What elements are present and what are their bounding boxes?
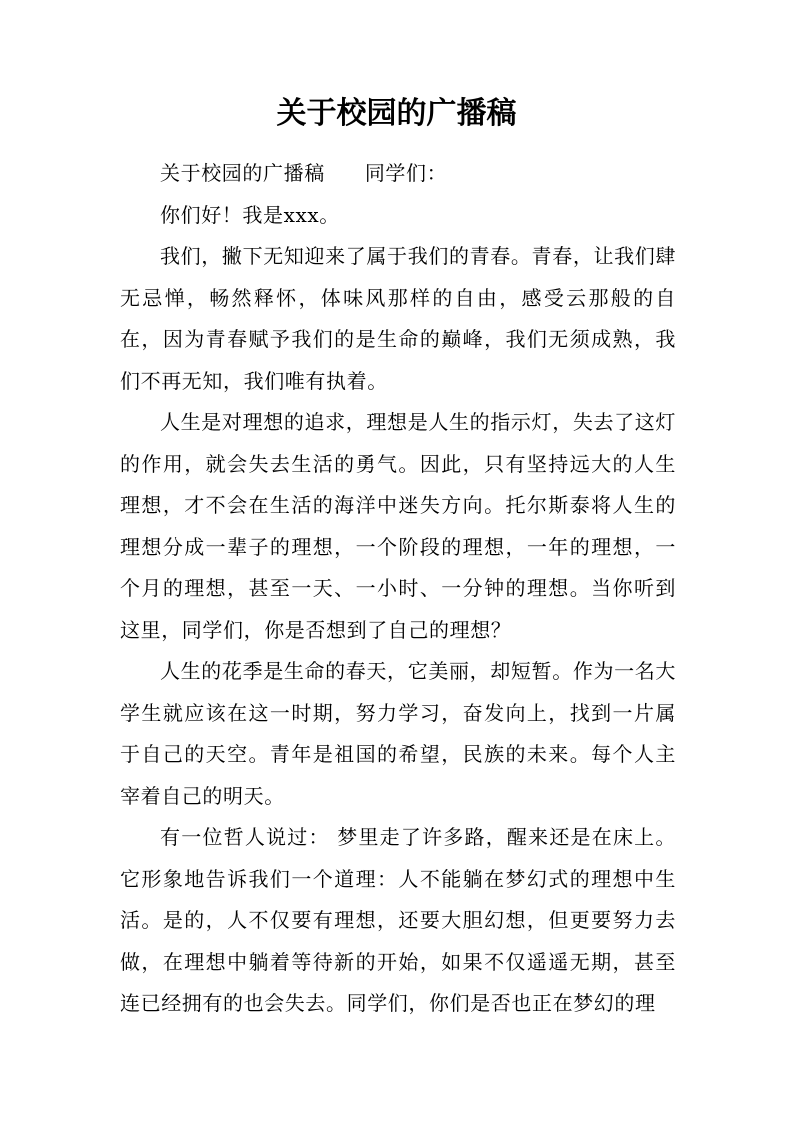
- salutation: 同学们：: [364, 161, 448, 185]
- document-body: [120, 153, 676, 1025]
- greeting-paragraph: 你们好！我是xxx。: [160, 202, 340, 227]
- document-title: 关于校园的广播稿: [276, 96, 517, 131]
- paragraph-spring: 人生的花季是生命的春天，它美丽，却短暂。作为一名大学生就应该在这一时期，努力学习，奋发向上，找到一片属于自己的天空。青年是祖国的希望，民族的未来。每个人主宰着自己的明天。: [120, 659, 676, 808]
- paragraph-dream: 有一位哲人说过： 梦里走了许多路，醒来还是在床上。它形象地告诉我们一个道理：人不能躺在梦幻式的理想中生活。是的，人不仅要有理想，还要大胆幻想，但更要努力去做，在理想中躺着等待新的开始，如果不仅遥遥无期，甚至连已经拥有的也会失去。同学们，你们是否也正在梦幻的理: [120, 825, 676, 1015]
- paragraph-youth: 我们，撇下无知迎来了属于我们的青春。青春，让我们肆无忌惮，畅然释怀，体味风那样的自由，感受云那般的自在，因为青春赋予我们的是生命的巅峰，我们无须成熟，我们不再无知，我们唯有执着。: [120, 244, 676, 393]
- paragraph-ideals: 人生是对理想的追求，理想是人生的指示灯，失去了这灯的作用，就会失去生活的勇气。因此，只有坚持远大的人生理想，才不会在生活的海洋中迷失方向。托尔斯泰将人生的理想分成一辈子的理想，一个阶段的理想，一年的理想，一个月的理想，甚至一天、一小时、一分钟的理想。当你听到这里，同学们，你是否想到了自己的理想？: [120, 410, 676, 642]
- intro-line: [120, 153, 676, 195]
- intro-heading: 关于校园的广播稿: [160, 161, 325, 185]
